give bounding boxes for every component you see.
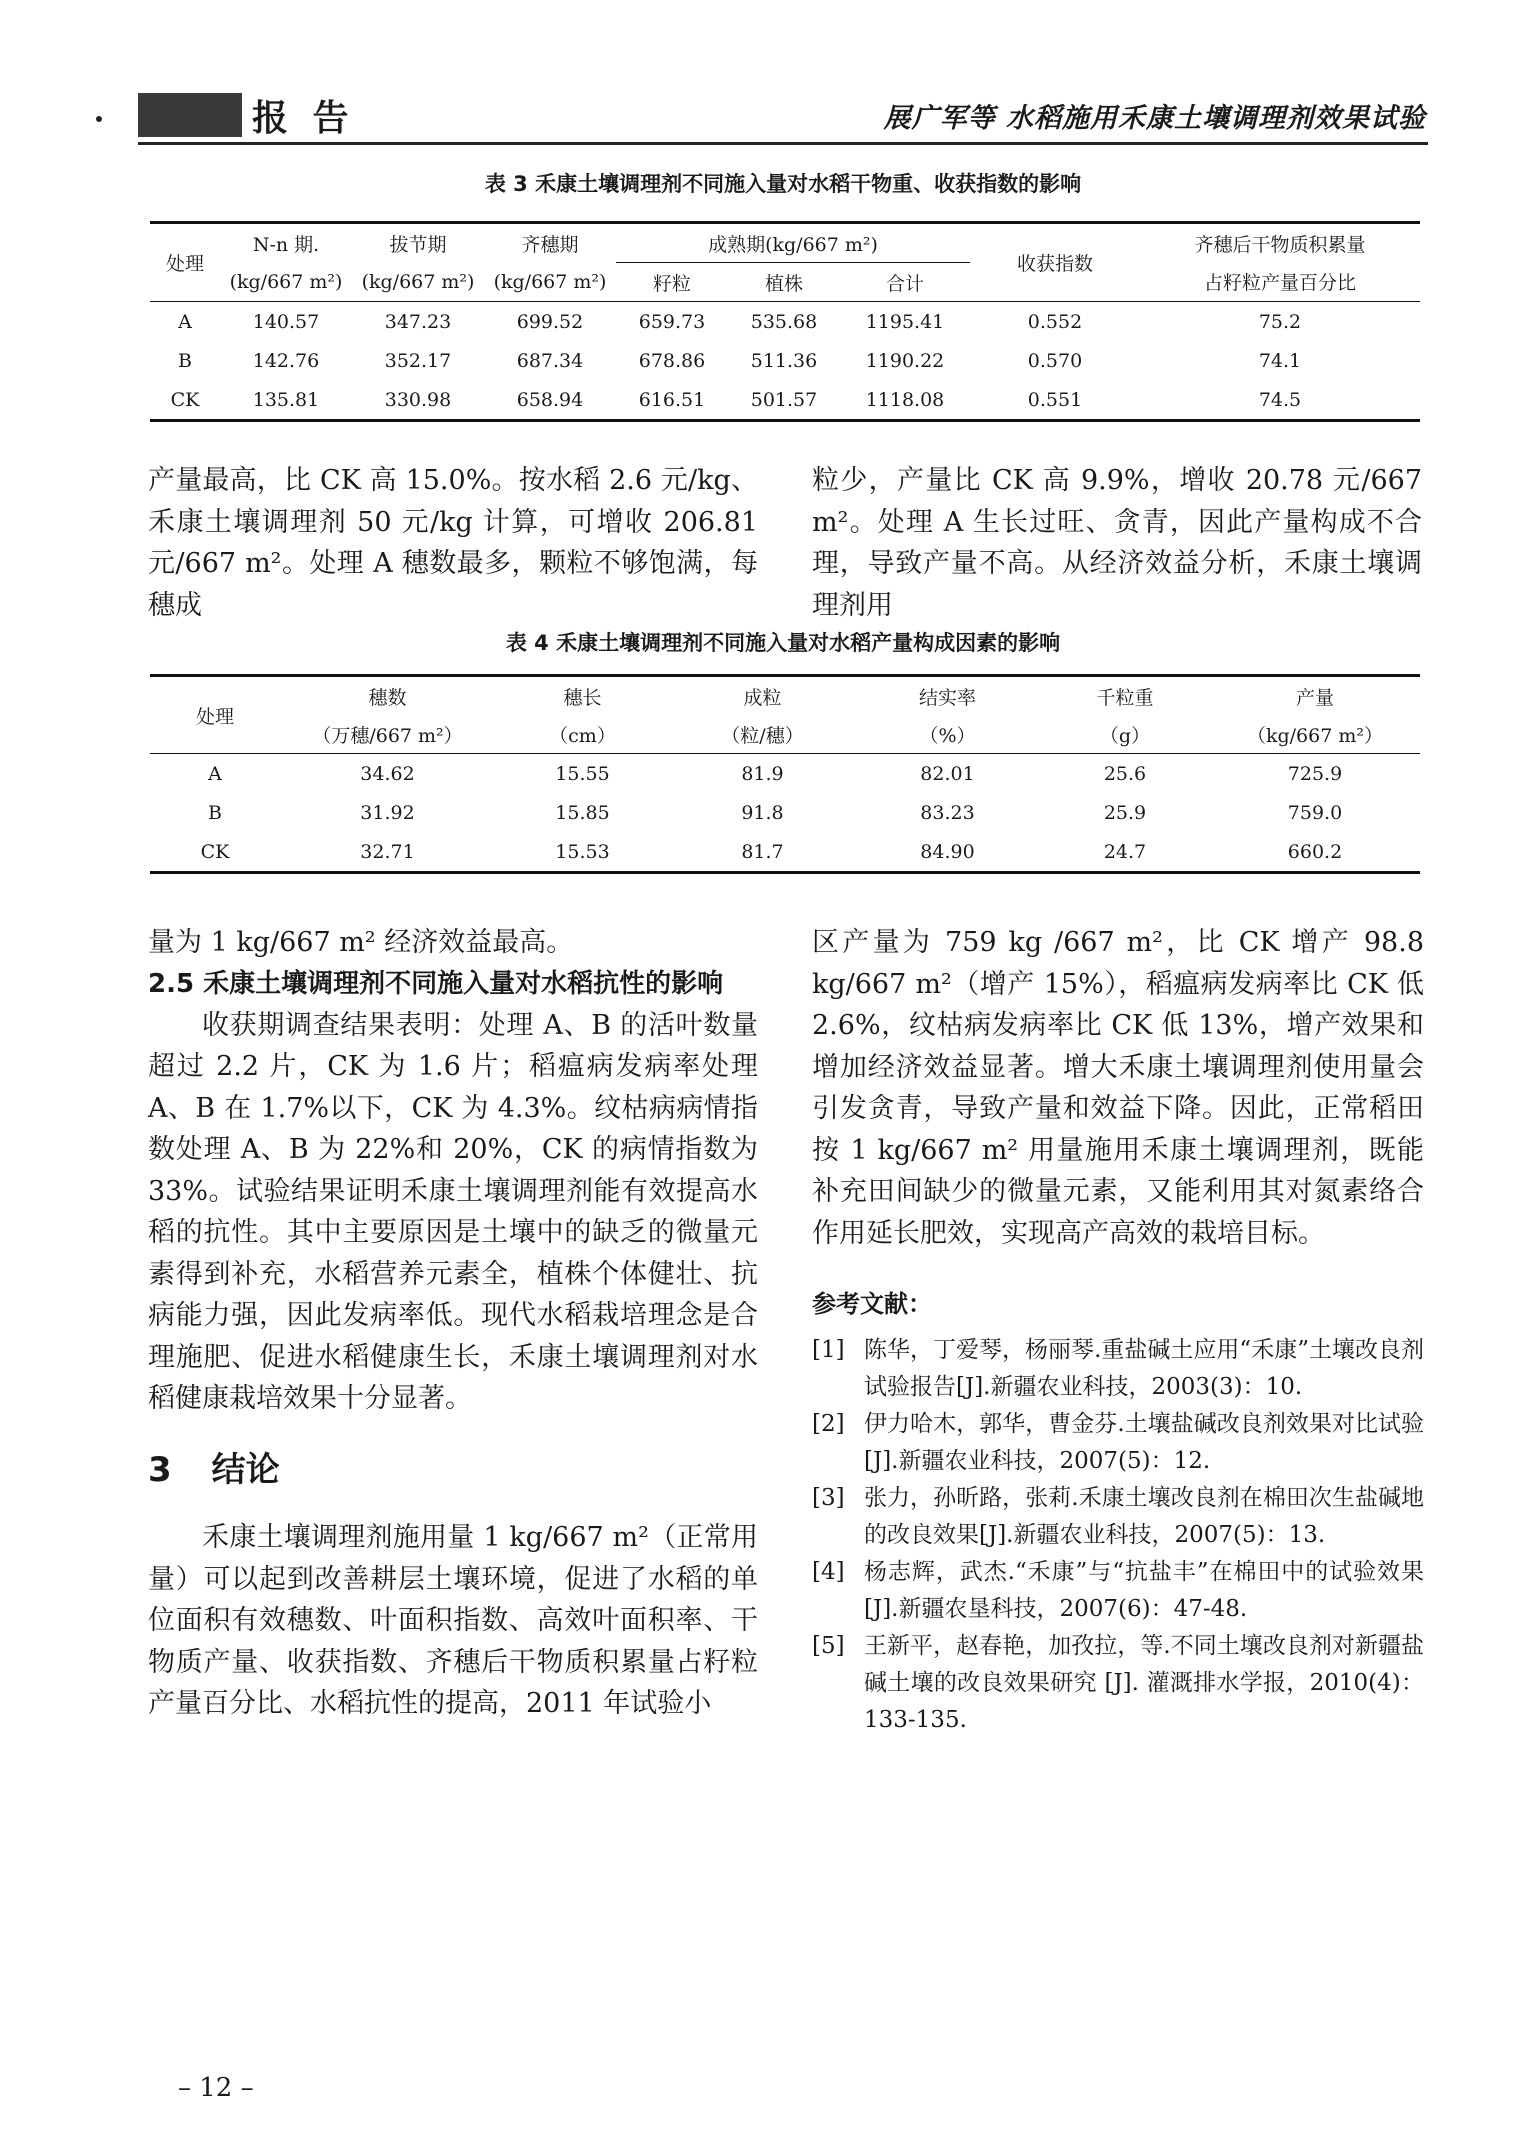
table-cell: 501.57	[750, 388, 818, 411]
table-cell: 347.23	[384, 310, 452, 333]
table-cell: 32.71	[360, 840, 415, 863]
reference-text: 王新平，赵春艳，加孜拉，等.不同土壤改良剂对新疆盐碱土壤的改良效果研究 [J]. 灌溉排水学报，2010(4)：133-135.	[864, 1632, 1424, 1733]
table-cell: 25.6	[1103, 762, 1147, 785]
table4-header: 结实率	[918, 686, 976, 709]
table-cell: 759.0	[1287, 801, 1343, 824]
table-cell: 330.98	[384, 388, 452, 411]
table-cell: 74.5	[1258, 388, 1302, 411]
reference-item	[812, 1406, 1424, 1480]
reference-number: [1]	[812, 1336, 845, 1363]
table-cell: 0.551	[1027, 388, 1083, 411]
table4-header: 产量	[1295, 686, 1334, 709]
section-heading-3	[148, 1450, 758, 1492]
table-cell: 15.55	[555, 762, 610, 785]
table-cell: 31.92	[360, 801, 415, 824]
table-row	[150, 341, 1420, 380]
table-cell: 83.23	[920, 801, 975, 824]
table4-header-unit: （粒/穗）	[670, 715, 855, 754]
reference-number: [3]	[812, 1484, 845, 1511]
table3-header-total: 合计	[840, 263, 970, 302]
table-cell: 140.57	[252, 310, 320, 333]
table-row	[150, 380, 1420, 421]
table-cell: 81.7	[741, 840, 784, 863]
table4-caption: 表 4 禾康土壤调理剂不同施入量对水稻产量构成因素的影响	[505, 631, 1061, 655]
table-cell: 660.2	[1287, 840, 1343, 863]
table-cell: 34.62	[360, 762, 415, 785]
table4-header: 千粒重	[1096, 686, 1154, 709]
reference-item	[812, 1332, 1424, 1406]
table3-header-hi: 收获指数	[970, 223, 1140, 302]
table4-header-unit: （万穗/667 m²）	[280, 715, 495, 754]
table-cell: 535.68	[750, 310, 818, 333]
table-cell: 687.34	[516, 349, 584, 372]
table-cell: 352.17	[384, 349, 452, 372]
page-number: – 12 –	[178, 2073, 254, 2103]
table-cell: 135.81	[252, 388, 320, 411]
table-row	[150, 302, 1420, 342]
reference-number: [5]	[812, 1632, 845, 1659]
table-cell: 1118.08	[865, 388, 945, 411]
table-cell: CK	[200, 840, 230, 863]
table-cell: 659.73	[638, 310, 706, 333]
section-label-text: 报 告	[252, 97, 355, 139]
table4-header-unit: （cm）	[495, 715, 670, 754]
table3-header-acc-b: 占籽粒产量百分比	[1140, 263, 1420, 302]
section-label-logo	[138, 93, 242, 137]
table-cell: 616.51	[638, 388, 706, 411]
table4-header: 穗长	[563, 686, 602, 709]
table3-caption: 表 3 禾康土壤调理剂不同施入量对水稻干物重、收获指数的影响	[484, 172, 1082, 196]
table-cell: 81.9	[741, 762, 784, 785]
table-cell: 1195.41	[865, 310, 945, 333]
table4-header-unit: （g）	[1040, 715, 1210, 754]
table4-header-unit: （%）	[855, 715, 1040, 754]
table4-header-unit: （kg/667 m²）	[1210, 715, 1420, 754]
table-row	[150, 754, 1420, 794]
section-label	[138, 92, 355, 138]
paragraph-text: 粒少，产量比 CK 高 9.9%，增收 20.78 元/667 m²。处理 A 生长过旺、贪青，因此产量构成不合理，导致产量不高。从经济效益分析，禾康土壤调理剂用	[812, 465, 1422, 621]
table3-header-col1: N-n 期.	[252, 233, 320, 256]
table3	[150, 221, 1420, 422]
table-cell: 699.52	[516, 310, 584, 333]
table-cell: 0.552	[1027, 310, 1083, 333]
table-cell: 84.90	[920, 840, 975, 863]
table3-header-col2-unit: (kg/667 m²)	[352, 263, 484, 302]
reference-item	[812, 1480, 1424, 1554]
table-cell: 24.7	[1103, 840, 1147, 863]
table4-header-treatment: 处理	[150, 676, 280, 754]
table-cell: 1190.22	[865, 349, 945, 372]
table-cell: 91.8	[741, 801, 784, 824]
table-cell: 15.85	[555, 801, 610, 824]
paragraph-text: 产量最高，比 CK 高 15.0%。按水稻 2.6 元/kg、禾康土壤调理剂 50 元/kg 计算，可增收 206.81 元/667 m²。处理 A 穗数最多，颗粒不够饱满，每穗成	[148, 465, 758, 621]
left-column	[148, 922, 758, 1725]
table-cell: 511.36	[750, 349, 818, 372]
table-cell: 658.94	[516, 388, 584, 411]
table3-header-col3: 齐穗期	[521, 233, 579, 256]
table-cell: 15.53	[555, 840, 610, 863]
table-cell: 678.86	[638, 349, 706, 372]
table-cell: A	[178, 310, 192, 333]
paragraph-text: 区产量为 759 kg /667 m²，比 CK 增产 98.8 kg/667 m²（增产 15%），稻瘟病发病率比 CK 低 2.6%，纹枯病发病率比 CK 低 13%，增产效果和增加经济效益显著。增大禾康土壤调理剂使用量会引发贪青，导致产量和效益下降。因此，正常稻田按 1 kg/667 m² 用量施用禾康土壤调理剂，既能补充田间缺少的微量元素，又能利用其对氮素络合作用延长肥效，实现高产高效的栽培目标。	[812, 927, 1424, 1249]
table-cell: 82.01	[920, 762, 975, 785]
reference-text: 杨志辉，武杰.“禾康”与“抗盐丰”在棉田中的试验效果[J].新疆农垦科技，2007(6)：47-48.	[864, 1558, 1424, 1622]
table3-header-col1-unit: (kg/667 m²)	[220, 263, 352, 302]
table4-header: 成粒	[743, 686, 782, 709]
table-cell: 25.9	[1103, 801, 1147, 824]
paragraph-text: 禾康土壤调理剂施用量 1 kg/667 m²（正常用量）可以起到改善耕层土壤环境，促进了水稻的单位面积有效穗数、叶面积指数、高效叶面积率、干物质产量、收获指数、齐穗后干物质积累量占籽粒产量百分比、水稻抗性的提高，2011 年试验小	[148, 1522, 758, 1719]
table3-header-col3-unit: (kg/667 m²)	[484, 263, 616, 302]
table3-header-grain: 籽粒	[616, 263, 728, 302]
table-cell: CK	[170, 388, 200, 411]
table3-header-mature: 成熟期(kg/667 m²)	[616, 223, 970, 263]
table4-header: 穗数	[368, 686, 407, 709]
header-bullet	[96, 116, 102, 122]
table3-header-col2: 拔节期	[389, 233, 447, 256]
reference-text: 陈华，丁爱琴，杨丽琴.重盐碱土应用“禾康”土壤改良剂试验报告[J].新疆农业科技，2003(3)：10.	[864, 1336, 1424, 1400]
table-cell: A	[208, 762, 222, 785]
running-title: 展广军等 水稻施用禾康土壤调理剂效果试验	[883, 103, 1426, 134]
right-column	[812, 922, 1424, 1739]
table3-header-acc: 齐穗后干物质积累量	[1194, 233, 1366, 256]
table-row	[150, 832, 1420, 873]
table3-header-treatment: 处理	[150, 223, 220, 302]
table-cell: 0.570	[1027, 349, 1083, 372]
table3-header-plant: 植株	[728, 263, 840, 302]
header-rule	[138, 142, 1428, 145]
paragraph-yield-left	[148, 460, 758, 626]
reference-number: [2]	[812, 1410, 845, 1437]
table-cell: 74.1	[1258, 349, 1302, 372]
table-cell: 142.76	[252, 349, 320, 372]
paragraph-text: 量为 1 kg/667 m² 经济效益最高。	[148, 927, 574, 958]
section-title: 结论	[211, 1449, 280, 1490]
references-title: 参考文献：	[812, 1290, 932, 1318]
reference-text: 伊力哈木，郭华，曹金芬.土壤盐碱改良剂效果对比试验[J].新疆农业科技，2007(5)：12.	[864, 1410, 1424, 1474]
table-row	[150, 793, 1420, 832]
table-cell: 725.9	[1287, 762, 1343, 785]
table-cell: B	[178, 349, 192, 372]
paragraph-text: 收获期调查结果表明：处理 A、B 的活叶数量超过 2.2 片，CK 为 1.6 片；稻瘟病发病率处理 A、B 在 1.7%以下，CK 为 4.3%。纹枯病病情指数处理 A、B 为 22%和 20%，CK 的病情指数为 33%。试验结果证明禾康土壤调理剂能有效提高水稻的抗性。其中主要原因是土壤中的缺乏的微量元素得到补充，水稻营养元素全，植株个体健壮、抗病能力强，因此发病率低。现代水稻栽培理念是合理施肥、促进水稻健康生长，禾康土壤调理剂对水稻健康栽培效果十分显著。	[148, 1009, 758, 1414]
reference-number: [4]	[812, 1558, 845, 1585]
section-number: 3	[148, 1449, 172, 1490]
reference-text: 张力，孙昕路，张莉.禾康土壤改良剂在棉田次生盐碱地的改良效果[J].新疆农业科技，2007(5)：13.	[864, 1484, 1424, 1548]
table-cell: 75.2	[1258, 310, 1302, 333]
reference-item	[812, 1628, 1424, 1739]
paragraph-yield-right	[812, 460, 1422, 626]
table4	[150, 674, 1420, 874]
table-cell: B	[208, 801, 222, 824]
section-heading-2-5: 2.5 禾康土壤调理剂不同施入量对水稻抗性的影响	[148, 968, 724, 999]
reference-item	[812, 1554, 1424, 1628]
